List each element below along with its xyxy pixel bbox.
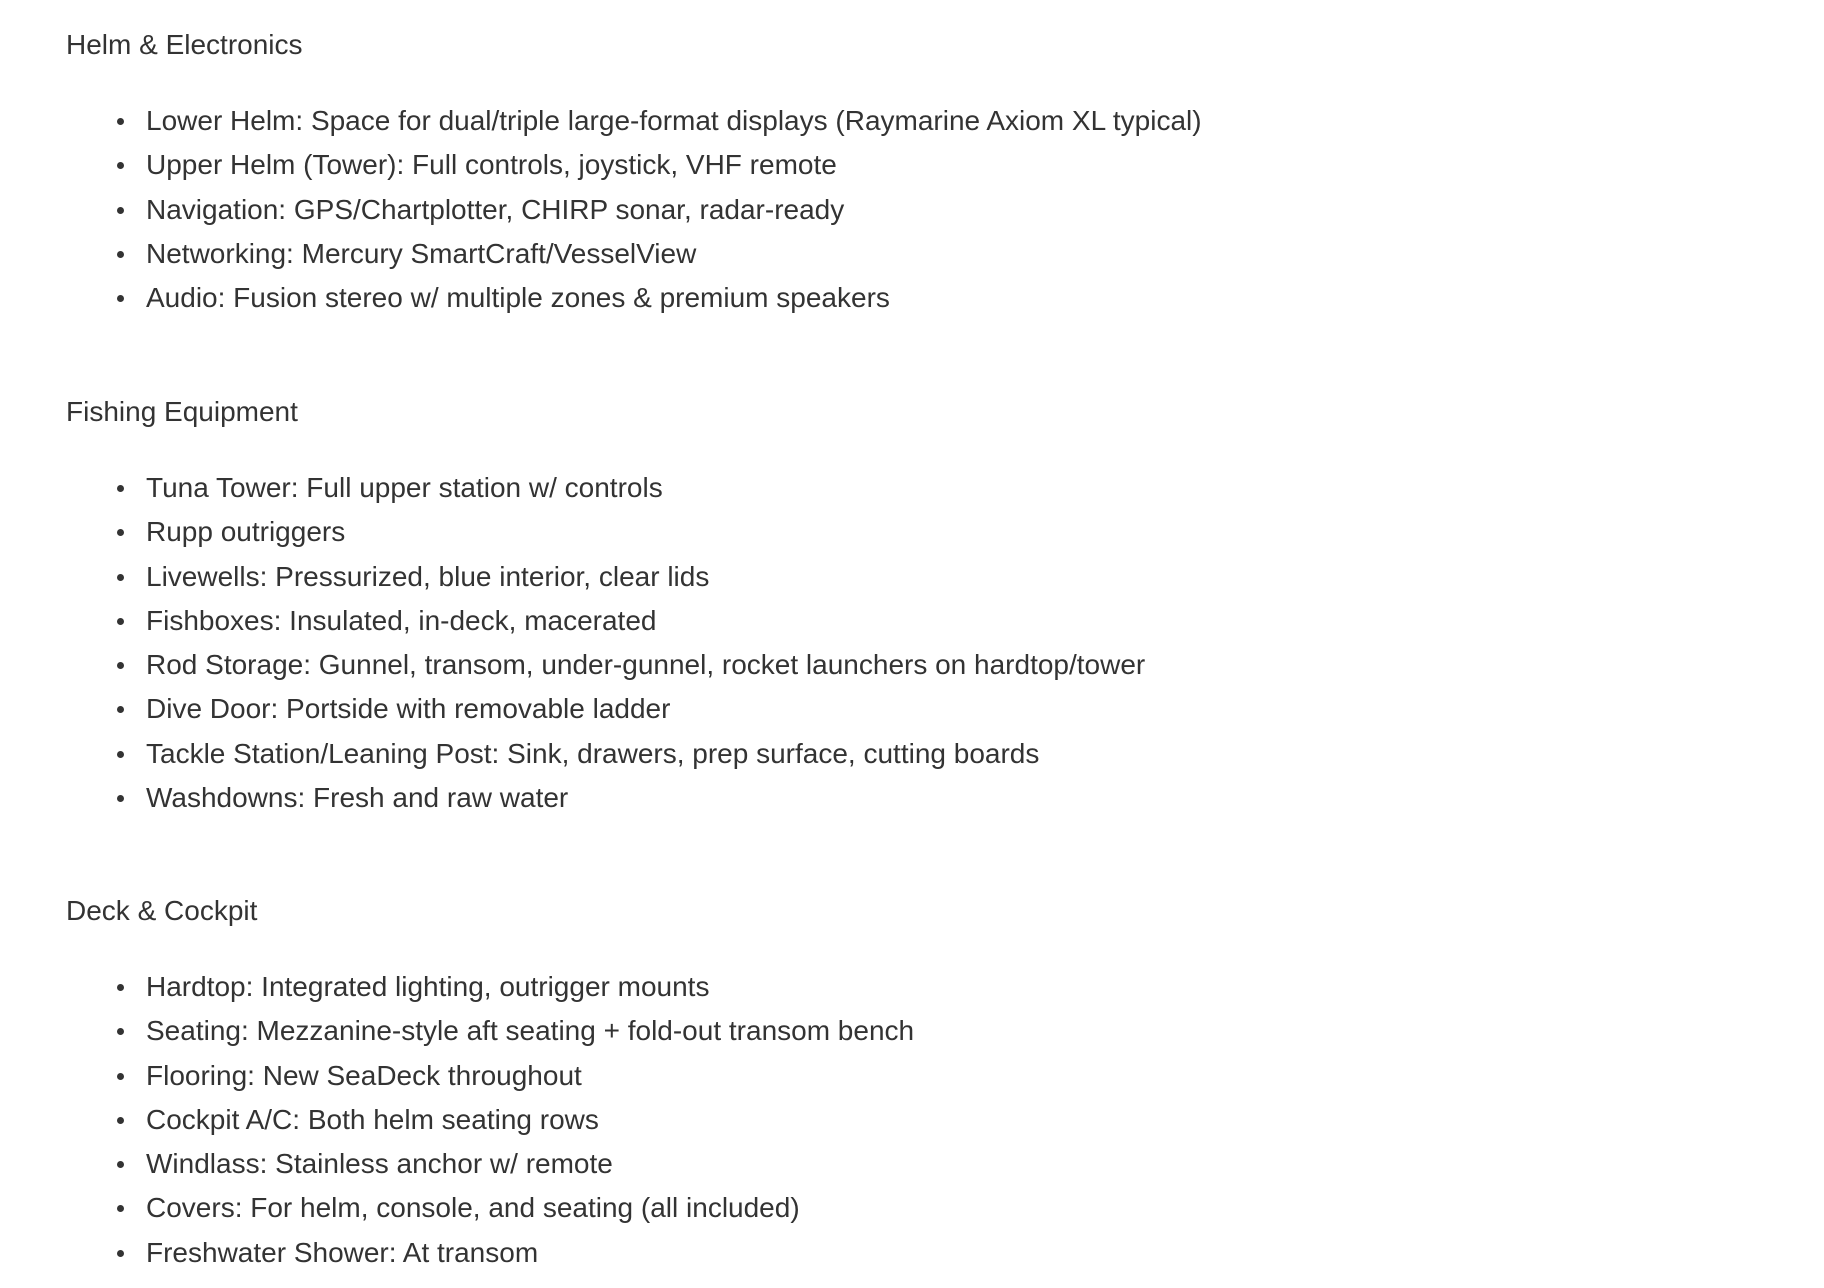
- bullet-icon: [117, 574, 124, 581]
- list-item: [66, 1142, 1766, 1186]
- bullet-icon: [117, 795, 124, 802]
- section-deck-cockpit: [66, 893, 1766, 1275]
- list-item: [66, 1231, 1766, 1275]
- list-item: [66, 1186, 1766, 1230]
- list-item-text: Covers: For helm, console, and seating (all included): [146, 1192, 800, 1224]
- bullet-icon: [117, 1205, 124, 1212]
- bullet-icon: [117, 1073, 124, 1080]
- list-item: [66, 1054, 1766, 1098]
- list-item-text: Upper Helm (Tower): Full controls, joystick, VHF remote: [146, 149, 837, 181]
- bullet-list: [66, 965, 1766, 1275]
- bullet-icon: [117, 529, 124, 536]
- list-item: [66, 143, 1766, 187]
- bullet-icon: [117, 485, 124, 492]
- list-item-text: Flooring: New SeaDeck throughout: [146, 1059, 582, 1091]
- bullet-icon: [117, 1117, 124, 1124]
- list-item: [66, 599, 1766, 643]
- list-item: [66, 188, 1766, 232]
- list-item-text: Rod Storage: Gunnel, transom, under-gunnel, rocket launchers on hardtop/tower: [146, 649, 1146, 681]
- list-item: [66, 687, 1766, 731]
- list-item-text: Freshwater Shower: At transom: [146, 1236, 539, 1268]
- bullet-icon: [117, 1161, 124, 1168]
- list-item-text: Hardtop: Integrated lighting, outrigger mounts: [146, 971, 710, 1002]
- bullet-icon: [117, 251, 124, 258]
- list-item-text: Livewells: Pressurized, blue interior, clear lids: [146, 560, 710, 592]
- list-item-text: Tackle Station/Leaning Post: Sink, drawers, prep surface, cutting boards: [146, 737, 1040, 769]
- bullet-icon: [117, 1028, 124, 1035]
- bullet-list: [66, 466, 1766, 820]
- bullet-icon: [117, 207, 124, 214]
- bullet-list: [66, 99, 1766, 320]
- list-item-text: Lower Helm: Space for dual/triple large-format displays (Raymarine Axiom XL typical): [146, 105, 1202, 136]
- section-heading: Fishing Equipment: [66, 396, 298, 427]
- list-item-text: Washdowns: Fresh and raw water: [146, 782, 569, 814]
- list-item-text: Navigation: GPS/Chartplotter, CHIRP sonar, radar-ready: [146, 193, 845, 225]
- list-item: [66, 965, 1766, 1009]
- bullet-icon: [117, 618, 124, 625]
- section-fishing-equipment: [66, 394, 1766, 820]
- list-item: [66, 555, 1766, 599]
- bullet-icon: [117, 118, 124, 125]
- list-item-text: Networking: Mercury SmartCraft/VesselView: [146, 237, 697, 269]
- list-item-text: Cockpit A/C: Both helm seating rows: [146, 1103, 599, 1135]
- section-helm-electronics: [66, 27, 1766, 320]
- bullet-icon: [117, 751, 124, 758]
- bullet-icon: [117, 1250, 124, 1257]
- list-item: [66, 466, 1766, 510]
- list-item: [66, 276, 1766, 320]
- list-item: [66, 1098, 1766, 1142]
- section-heading: Helm & Electronics: [66, 29, 303, 60]
- list-item: [66, 732, 1766, 776]
- list-item-text: Dive Door: Portside with removable ladder: [146, 693, 671, 725]
- list-item: [66, 776, 1766, 820]
- list-item: [66, 99, 1766, 143]
- bullet-icon: [117, 662, 124, 669]
- list-item: [66, 643, 1766, 687]
- list-item-text: Audio: Fusion stereo w/ multiple zones & premium speakers: [146, 282, 890, 314]
- list-item: [66, 1009, 1766, 1053]
- list-item: [66, 510, 1766, 554]
- section-heading: Deck & Cockpit: [66, 895, 258, 926]
- list-item-text: Rupp outriggers: [146, 516, 346, 548]
- bullet-icon: [117, 162, 124, 169]
- list-item-text: Tuna Tower: Full upper station w/ controls: [146, 472, 663, 503]
- bullet-icon: [117, 706, 124, 713]
- bullet-icon: [117, 295, 124, 302]
- list-item: [66, 232, 1766, 276]
- list-item-text: Fishboxes: Insulated, in-deck, macerated: [146, 604, 657, 636]
- list-item-text: Windlass: Stainless anchor w/ remote: [146, 1148, 613, 1180]
- list-item-text: Seating: Mezzanine-style aft seating + fold-out transom bench: [146, 1015, 915, 1047]
- bullet-icon: [117, 984, 124, 991]
